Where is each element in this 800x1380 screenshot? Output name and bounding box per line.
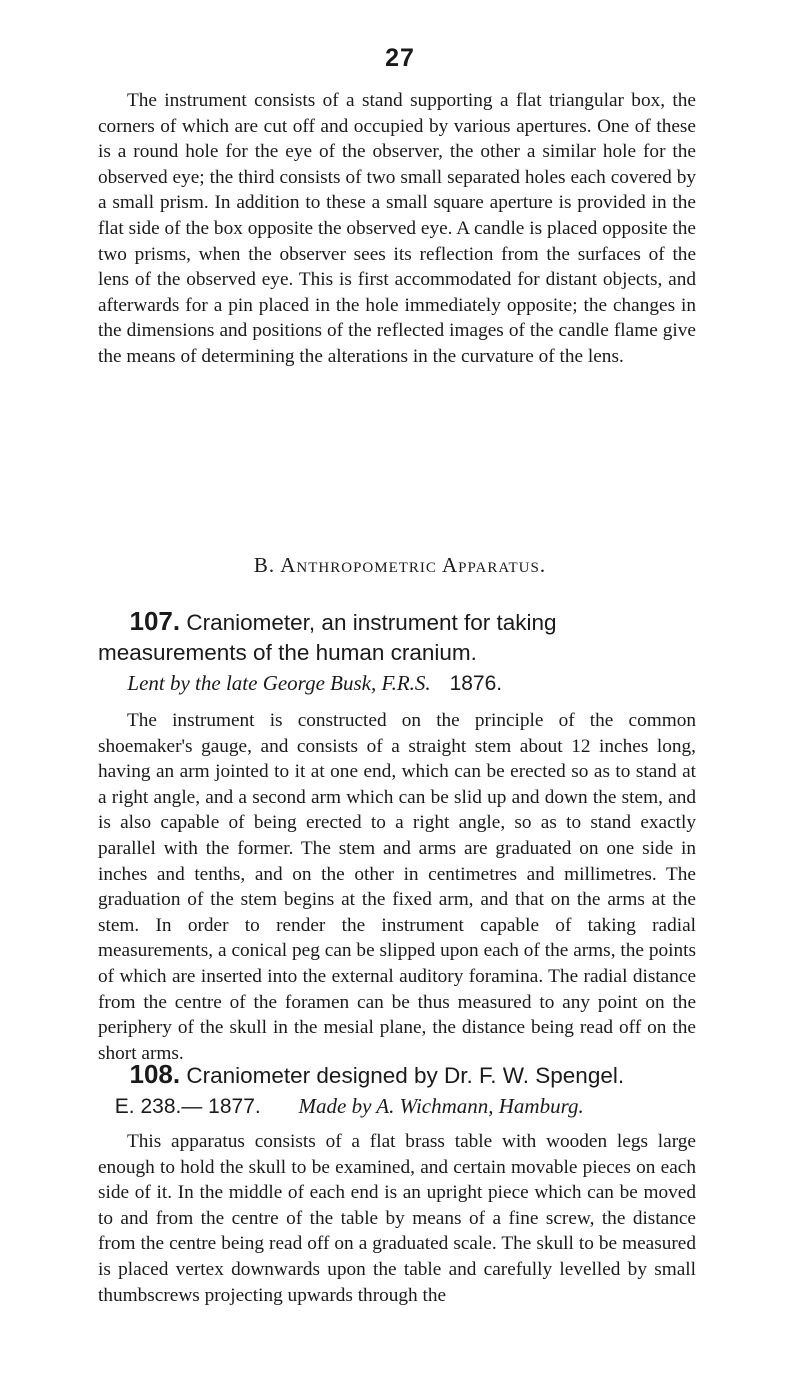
catalogue-entry-107 — [98, 606, 696, 1066]
entry-credit-line — [98, 668, 696, 699]
entry-description: The instrument is constructed on the principle of the common shoemaker's gauge, and consists of a straight stem about 12 inches long, having an arm jointed to it at one end, which can be erected so as to stand at a right angle, and a second arm which can be slid up and down the stem, and is also capable of being erected to a right angle, so as to stand exactly parallel with the former. The stem and arms are graduated on one side in inches and tenths, and on the other in centimetres and millimetres. The graduation of the stem begins at the fixed arm, and that on the arms at the stem. In order to render the instrument capable of taking radial measurements, a conical peg can be slipped upon each of the arms, the points of which are inserted into the external auditory foramina. The radial distance from the centre of the foramen can be thus measured to any point on the periphery of the skull in the mesial plane, the distance being read off on the short arms. — [98, 710, 696, 1064]
entry-number: 107. — [129, 606, 181, 636]
entry-number: 108. — [129, 1059, 181, 1089]
entry-title: Craniometer designed by Dr. F. W. Spengel. — [186, 1063, 625, 1088]
intro-paragraph: The instrument consists of a stand supporting a flat triangular box, the corners of which are cut off and occupied by various apertures. One of these is a round hole for the eye of the observer, the other a similar hole for the observed eye; the third consists of two small separated holes each covered by a small prism. In addition to these a small square aperture is provided in the flat side of the box opposite the observed eye. A candle is placed opposite the two prisms, when the observer sees its reflection from the surfaces of the lens of the observed eye. This is first accommodated for distant objects, and afterwards for a pin placed in the hole immediately opposite; the changes in the dimensions and positions of the reflected images of the candle flame give the means of determining the alterations in the curvature of the lens. — [98, 90, 696, 367]
page-number: 27 — [385, 44, 415, 72]
entry-maker: Made by A. Wichmann, Hamburg. — [298, 1094, 584, 1118]
catalogue-entry-108 — [98, 1059, 696, 1308]
entry-reference: E. 238.— 1877. — [114, 1095, 261, 1118]
entry-year: 1876. — [449, 672, 503, 695]
entry-heading — [98, 606, 696, 668]
entry-credit-line — [98, 1091, 696, 1122]
entry-lender: Lent by the late George Busk, F.R.S. — [127, 671, 431, 695]
section-heading: B. Anthropometric Apparatus. — [253, 553, 547, 577]
entry-heading — [98, 1059, 696, 1091]
entry-title: Craniometer, an instrument for taking measurements of the human cranium. — [98, 610, 557, 665]
entry-description: This apparatus consists of a flat brass table with wooden legs large enough to hold the skull to be examined, and certain movable pieces on each side of it. In the middle of each end is an upright piece which can be moved to and from the centre of the table by means of a fine screw, the distance from the centre being read off on a graduated scale. The skull to be measured is placed vertex downwards upon the table and carefully levelled by small thumbscrews projecting upwards through the — [98, 1131, 696, 1306]
